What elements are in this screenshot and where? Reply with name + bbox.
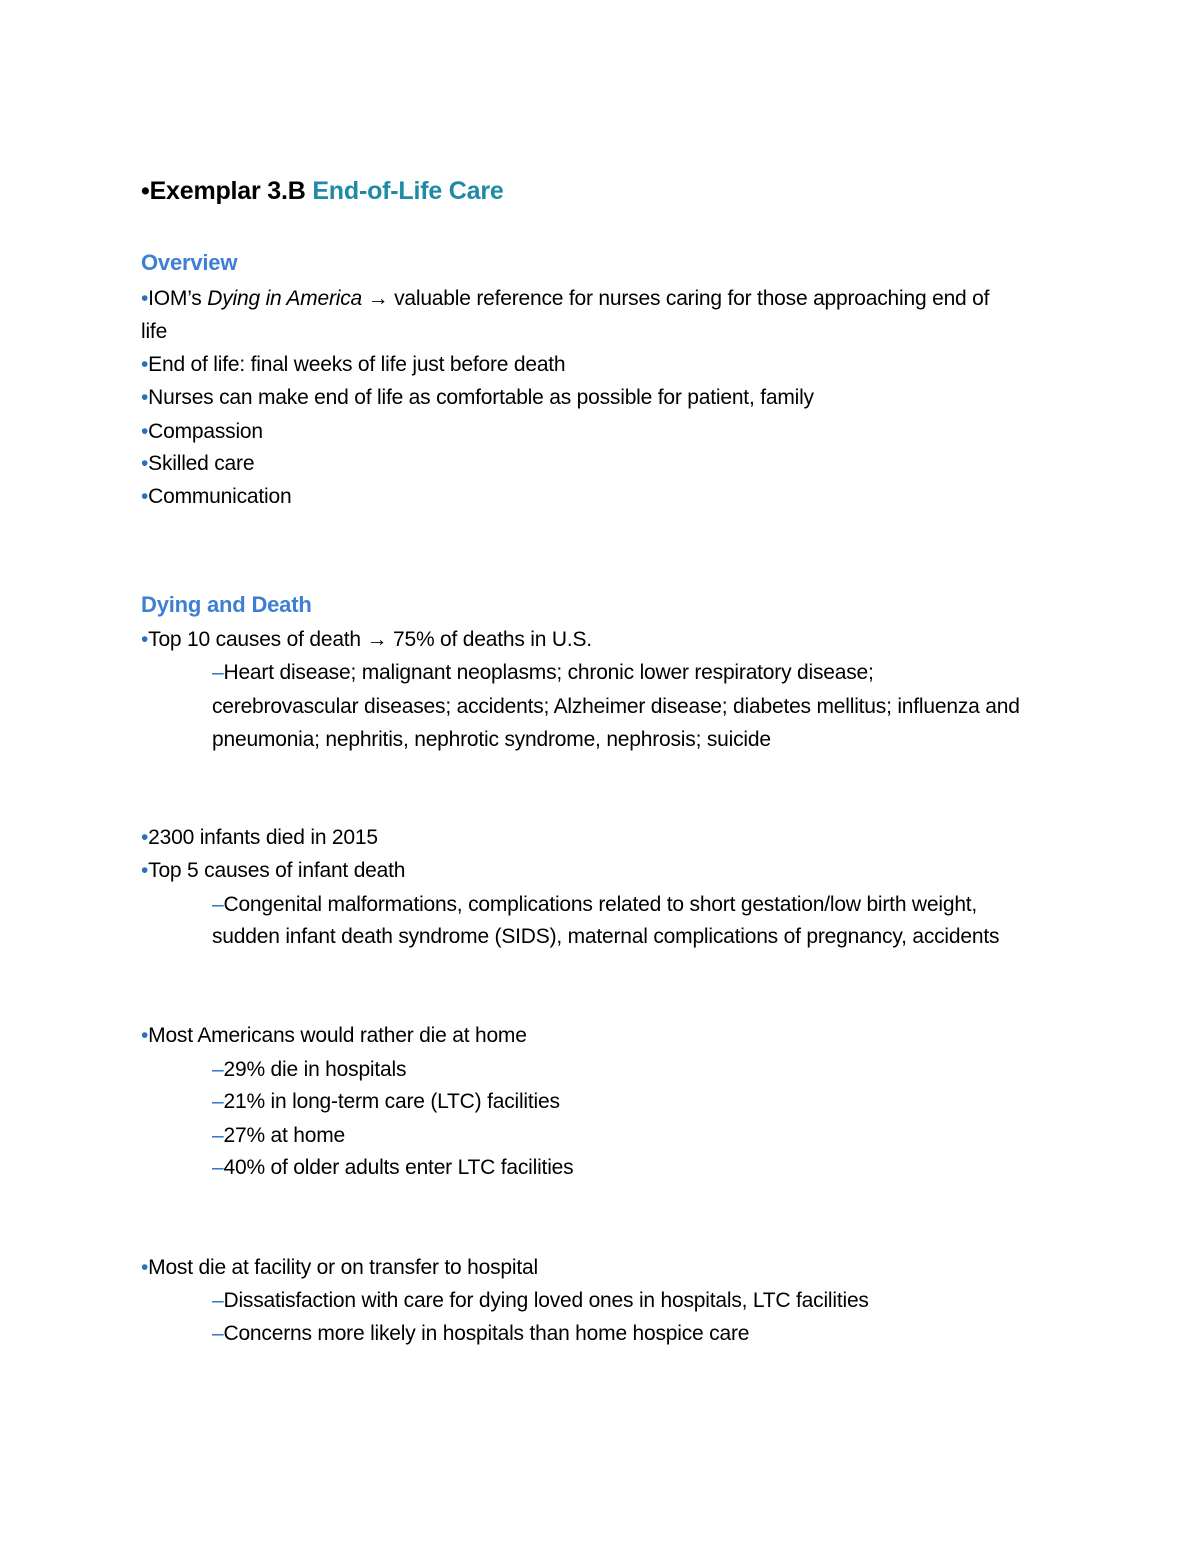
home-sub-text: 40% of older adults enter LTC facilities bbox=[223, 1156, 574, 1179]
title-prefix: Exemplar 3.B bbox=[149, 177, 313, 205]
top5-text: Top 5 causes of infant death bbox=[148, 859, 406, 882]
title-topic: End-of-Life Care bbox=[312, 177, 504, 205]
bullet: • bbox=[141, 1024, 149, 1047]
dash: – bbox=[212, 1058, 224, 1081]
home-subitem bbox=[212, 1088, 560, 1116]
bullet: • bbox=[141, 859, 149, 882]
bullet: • bbox=[141, 1256, 149, 1279]
facility-sub-text: Dissatisfaction with care for dying loved ones in hospitals, LTC facilities bbox=[223, 1289, 869, 1312]
die-at-home-item bbox=[141, 1022, 527, 1050]
dash: – bbox=[212, 1124, 224, 1147]
top10-text: Top 10 causes of death → 75% of deaths in U.S. bbox=[148, 628, 592, 651]
facility-sub-text: Concerns more likely in hospitals than home hospice care bbox=[223, 1322, 750, 1345]
bullet: • bbox=[141, 452, 149, 475]
title-bullet: • bbox=[141, 177, 150, 205]
overview-item-text: Skilled care bbox=[148, 452, 255, 475]
facility-subitem bbox=[212, 1287, 869, 1315]
overview-item-text: Communication bbox=[148, 485, 292, 508]
overview-item bbox=[141, 418, 263, 446]
home-subitem bbox=[212, 1154, 573, 1182]
dash: – bbox=[212, 1156, 224, 1179]
home-sub-text: 21% in long-term care (LTC) facilities bbox=[223, 1090, 560, 1113]
dash: – bbox=[212, 1090, 224, 1113]
iom-post: → valuable reference for nurses caring for those approaching end of bbox=[362, 287, 990, 310]
infant-deaths-text: 2300 infants died in 2015 bbox=[148, 826, 378, 849]
top5-subitem bbox=[212, 891, 977, 919]
top5-subitem-wrap: sudden infant death syndrome (SIDS), maternal complications of pregnancy, accidents bbox=[212, 925, 1000, 948]
overview-item bbox=[141, 483, 291, 511]
dash: – bbox=[212, 661, 224, 684]
top10-subitem-wrap: cerebrovascular diseases; accidents; Alzheimer disease; diabetes mellitus; influenza and bbox=[212, 695, 1020, 718]
overview-item-text: Compassion bbox=[148, 420, 263, 443]
dying-death-heading: Dying and Death bbox=[141, 592, 312, 617]
facility-subitem bbox=[212, 1320, 749, 1348]
top10-sub-text: Heart disease; malignant neoplasms; chronic lower respiratory disease; bbox=[223, 661, 874, 684]
top10-subitem bbox=[212, 659, 874, 687]
overview-item bbox=[141, 450, 254, 478]
bullet: • bbox=[141, 420, 149, 443]
top5-sub-text: Congenital malformations, complications related to short gestation/low birth weight, bbox=[223, 893, 978, 916]
bullet: • bbox=[141, 826, 149, 849]
top10-subitem-wrap: pneumonia; nephritis, nephrotic syndrome, nephrosis; suicide bbox=[212, 728, 771, 751]
page-title bbox=[141, 175, 504, 207]
die-at-facility-text: Most die at facility or on transfer to hospital bbox=[148, 1256, 538, 1279]
home-subitem bbox=[212, 1122, 345, 1150]
bullet: • bbox=[141, 628, 149, 651]
home-sub-text: 27% at home bbox=[223, 1124, 346, 1147]
top10-causes-item bbox=[141, 626, 592, 654]
dash: – bbox=[212, 1289, 224, 1312]
overview-item bbox=[141, 384, 814, 412]
bullet: • bbox=[141, 287, 149, 310]
home-sub-text: 29% die in hospitals bbox=[223, 1058, 407, 1081]
overview-item-text: Nurses can make end of life as comfortable as possible for patient, family bbox=[148, 386, 814, 409]
iom-book-title: Dying in America bbox=[207, 287, 362, 310]
overview-item-text: End of life: final weeks of life just before death bbox=[148, 353, 566, 376]
overview-heading: Overview bbox=[141, 250, 238, 275]
dash: – bbox=[212, 893, 224, 916]
overview-item bbox=[141, 351, 565, 379]
bullet: • bbox=[141, 485, 149, 508]
bullet: • bbox=[141, 386, 149, 409]
top5-causes-item bbox=[141, 857, 405, 885]
infant-deaths-item bbox=[141, 824, 378, 852]
dash: – bbox=[212, 1322, 224, 1345]
iom-reference-wrap: life bbox=[141, 320, 168, 343]
die-at-home-text: Most Americans would rather die at home bbox=[148, 1024, 527, 1047]
iom-pre: IOM’s bbox=[148, 287, 208, 310]
iom-reference-item bbox=[141, 285, 989, 313]
die-at-facility-item bbox=[141, 1254, 538, 1282]
home-subitem bbox=[212, 1056, 406, 1084]
bullet: • bbox=[141, 353, 149, 376]
